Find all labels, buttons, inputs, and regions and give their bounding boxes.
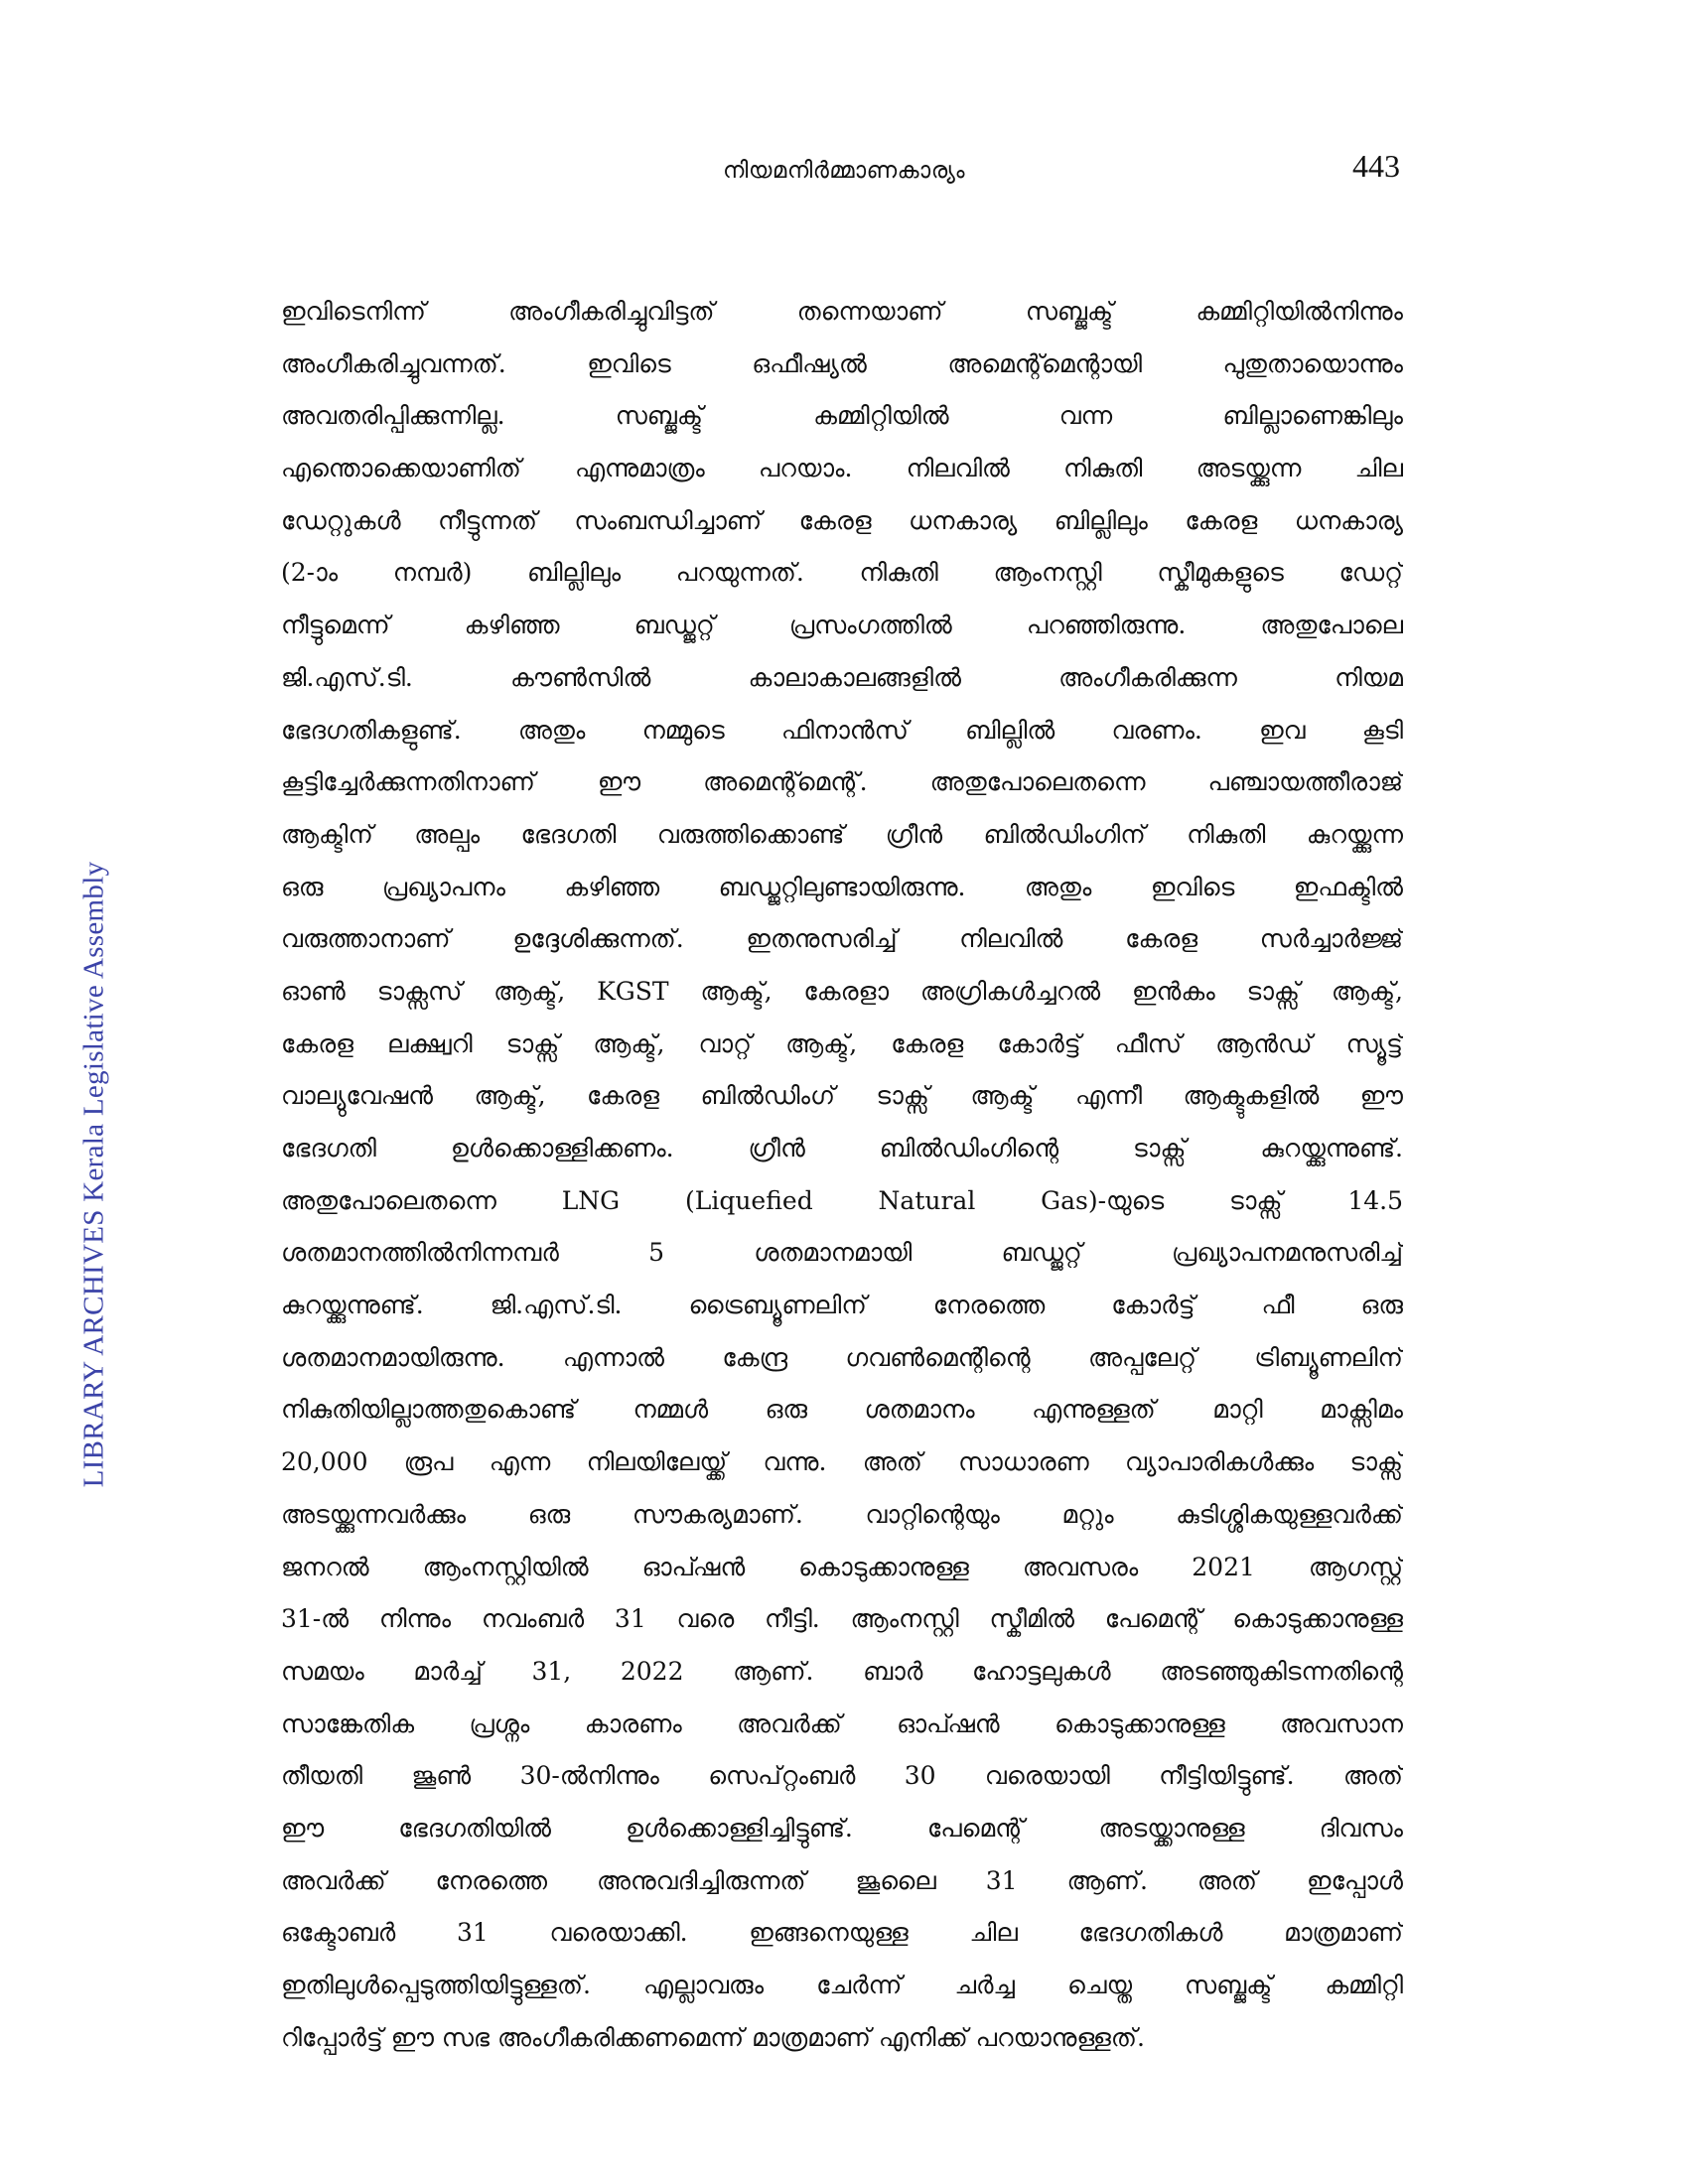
text-line: എന്തൊക്കെയാണിത് എന്നുമാത്രം പറയാം. നിലവിൽ നികുതി അടയ്ക്കുന്ന ചില	[281, 454, 1403, 483]
text-line: കുറയ്ക്കുന്നുണ്ട്. ജി.എസ്.ടി. ട്രൈബ്യൂണലിന് നേരത്തെ കോർട്ട് ഫീ ഒരു	[281, 1291, 1403, 1320]
text-line: 20,000 രൂപ എന്ന നിലയിലേയ്ക്ക് വന്നു. അത് സാധാരണ വ്യാപാരികൾക്കും ടാക്സ്	[281, 1447, 1403, 1477]
text-line: തീയതി ജൂൺ 30-ൽനിന്നും സെപ്റ്റംബർ 30 വരെയായി നീട്ടിയിട്ടുണ്ട്. അത്	[281, 1761, 1403, 1791]
text-line: ആക്ടിന് അല്പം ഭേദഗതി വരുത്തിക്കൊണ്ട് ഗ്രീൻ ബിൽഡിംഗിന് നികുതി കുറയ്ക്കുന്ന	[281, 819, 1403, 849]
text-line: ഒക്ടോബർ 31 വരെയാക്കി. ഇങ്ങനെയുള്ള ചില ഭേദഗതികൾ മാത്രമാണ്	[281, 1918, 1403, 1948]
text-line: ഈ ഭേദഗതിയിൽ ഉൾക്കൊള്ളിച്ചിട്ടുണ്ട്. പേമെന്റ് അടയ്ക്കാനുള്ള ദിവസം	[281, 1813, 1403, 1843]
text-line: ജി.എസ്.ടി. കൗൺസിൽ കാലാകാലങ്ങളിൽ അംഗീകരിക്കുന്ന നിയമ	[281, 662, 1403, 692]
page-number: 443	[1352, 148, 1400, 184]
text-line: 31-ൽ നിന്നും നവംബർ 31 വരെ നീട്ടി. ആംനസ്റ്റി സ്കീമിൽ പേമെന്റ് കൊടുക്കാനുള്ള	[281, 1604, 1403, 1634]
text-line: സാങ്കേതിക പ്രശ്നം കാരണം അവർക്ക് ഓപ്ഷൻ കൊടുക്കാനുള്ള അവസാന	[281, 1708, 1403, 1738]
body-paragraph	[281, 286, 1403, 2064]
text-line: ശതമാനമായിരുന്നു. എന്നാൽ കേന്ദ്ര ഗവൺമെന്റിന്റെ അപ്പലേറ്റ് ട്രിബ്യൂണലിന്	[281, 1342, 1403, 1372]
text-line: കൂട്ടിച്ചേർക്കുന്നതിനാണ് ഈ അമെന്റ്മെന്റ്. അതുപോലെതന്നെ പഞ്ചായത്തീരാജ്	[281, 767, 1403, 797]
text-line: ഒരു പ്രഖ്യാപനം കഴിഞ്ഞ ബഡ്ജറ്റിലുണ്ടായിരുന്നു. അതും ഇവിടെ ഇഫക്ടിൽ	[281, 872, 1403, 901]
text-line: അടയ്ക്കുന്നവർക്കും ഒരു സൗകര്യമാണ്. വാറ്റിന്റെയും മറ്റും കുടിശ്ശികയുള്ളവർക്ക്	[281, 1499, 1403, 1529]
text-line: ഭേദഗതി ഉൾക്കൊള്ളിക്കണം. ഗ്രീൻ ബിൽഡിംഗിന്റെ ടാക്സ് കുറയ്ക്കുന്നുണ്ട്.	[281, 1134, 1403, 1162]
text-line: ഡേറ്റുകൾ നീട്ടുന്നത് സംബന്ധിച്ചാണ് കേരള ധനകാര്യ ബില്ലിലും കേരള ധനകാര്യ	[281, 505, 1403, 535]
text-line: ജനറൽ ആംനസ്റ്റിയിൽ ഓപ്ഷൻ കൊടുക്കാനുള്ള അവസരം 2021 ആഗസ്റ്റ്	[281, 1552, 1403, 1581]
text-line: ഇതിലുൾപ്പെടുത്തിയിട്ടുള്ളത്. എല്ലാവരും ചേർന്ന് ചർച്ച ചെയ്ത സബ്ജക്ട് കമ്മിറ്റി	[281, 1971, 1403, 1999]
text-line: അതുപോലെതന്നെ LNG (Liquefied Natural Gas)-യുടെ ടാക്സ് 14.5	[281, 1185, 1403, 1215]
text-line: കേരള ലക്ഷ്വറി ടാക്സ് ആക്ട്, വാറ്റ് ആക്ട്, കേരള കോർട്ട് ഫീസ് ആൻഡ് സ്യൂട്ട്	[281, 1028, 1403, 1058]
watermark-text: LIBRARY ARCHIVES Kerala Legislative Assembly	[77, 861, 110, 1488]
text-line: നികുതിയില്ലാത്തതുകൊണ്ട് നമ്മൾ ഒരു ശതമാനം എന്നുള്ളത് മാറ്റി മാക്സിമം	[281, 1395, 1403, 1425]
text-line: ഇവിടെനിന്ന് അംഗീകരിച്ചുവിട്ടത് തന്നെയാണ് സബ്ജക്ട് കമ്മിറ്റിയിൽനിന്നും	[281, 297, 1403, 326]
text-line: വാല്യുവേഷൻ ആക്ട്, കേരള ബിൽഡിംഗ് ടാക്സ് ആക്ട് എന്നീ ആക്ടുകളിൽ ഈ	[281, 1081, 1403, 1111]
text-line: റിപ്പോർട്ട് ഈ സഭ അംഗീകരിക്കണമെന്ന് മാത്രമാണ് എനിക്ക് പറയാനുള്ളത്.	[281, 2022, 1145, 2052]
text-line: വരുത്താനാണ് ഉദ്ദേശിക്കുന്നത്. ഇതനുസരിച്ച് നിലവിൽ കേരള സർച്ചാർജ്ജ്	[281, 924, 1403, 954]
text-line: സമയം മാർച്ച് 31, 2022 ആണ്. ബാർ ഹോട്ടലുകൾ അടഞ്ഞുകിടന്നതിന്റെ	[281, 1656, 1403, 1686]
running-title: നിയമനിർമ്മാണകാര്യം	[722, 158, 966, 184]
running-header	[0, 148, 1688, 194]
text-line: അംഗീകരിച്ചുവന്നത്. ഇവിടെ ഒഫീഷ്യൽ അമെന്റ്മെന്റായി പുതുതായൊന്നും	[281, 348, 1403, 378]
text-line: ശതമാനത്തിൽനിന്നമ്പർ 5 ശതമാനമായി ബഡ്ജറ്റ് പ്രഖ്യാപനമനുസരിച്ച്	[281, 1238, 1403, 1268]
text-line: (2-ാം നമ്പർ) ബില്ലിലും പറയുന്നത്. നികുതി ആംനസ്റ്റി സ്കീമുകളുടെ ഡേറ്റ്	[281, 558, 1403, 588]
text-line: നീട്ടുമെന്ന് കഴിഞ്ഞ ബഡ്ജറ്റ് പ്രസംഗത്തിൽ പറഞ്ഞിരുന്നു. അതുപോലെ	[281, 611, 1403, 640]
text-line: അവർക്ക് നേരത്തെ അനുവദിച്ചിരുന്നത് ജൂലൈ 31 ആണ്. അത് ഇപ്പോൾ	[281, 1865, 1403, 1895]
text-line: അവതരിപ്പിക്കുന്നില്ല. സബ്ജക്ട് കമ്മിറ്റിയിൽ വന്ന ബില്ലാണെങ്കിലും	[281, 401, 1403, 431]
text-line: ഭേദഗതികളുണ്ട്. അതും നമ്മുടെ ഫിനാൻസ് ബില്ലിൽ വരണം. ഇവ കൂടി	[281, 715, 1403, 745]
text-line: ഓൺ ടാക്സസ് ആക്ട്, KGST ആക്ട്, കേരളാ അഗ്രികൾച്ചറൽ ഇൻകം ടാക്സ് ആക്ട്,	[281, 976, 1403, 1006]
